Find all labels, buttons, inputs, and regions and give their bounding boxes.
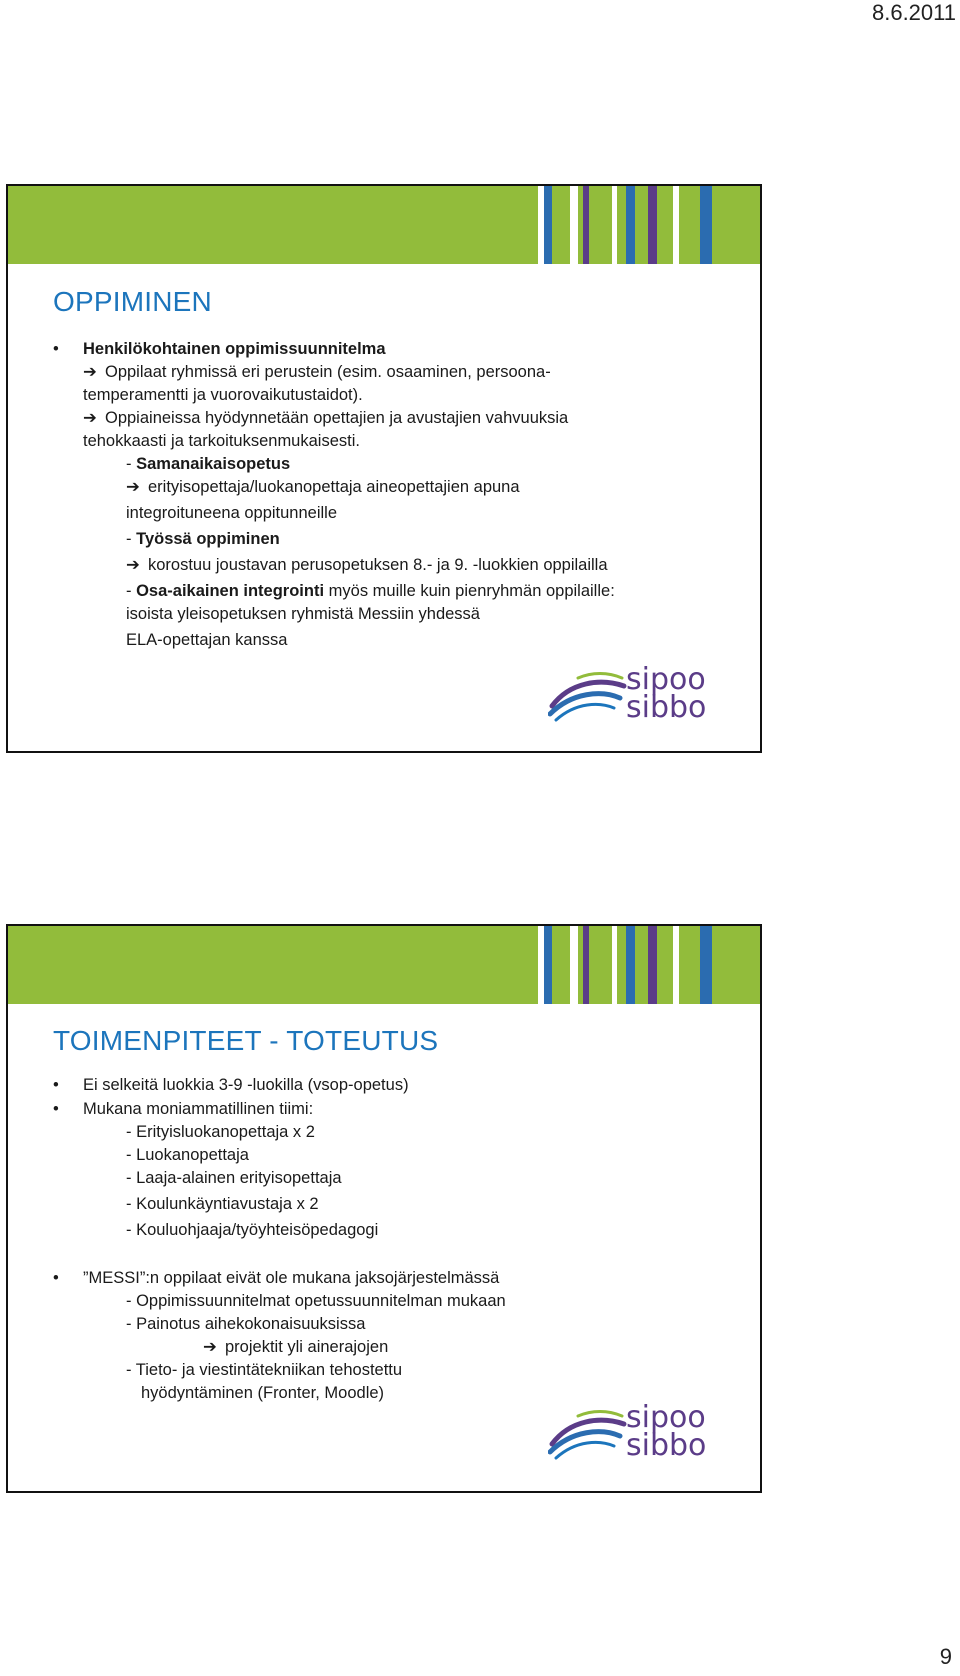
list-item: isoista yleisopetuksen ryhmistä Messiin yhdessä xyxy=(126,605,480,623)
bullet-icon: • xyxy=(53,340,59,358)
bullet-icon: • xyxy=(53,1100,59,1118)
swoosh-icon xyxy=(548,664,628,724)
list-item: - Laaja-alainen erityisopettaja xyxy=(126,1169,342,1187)
slide-oppiminen xyxy=(6,184,762,753)
list-item: - Kouluohjaaja/työyhteisöpedagogi xyxy=(126,1221,379,1239)
list-item: ELA-opettajan kanssa xyxy=(126,631,288,649)
arrow-right-icon: ➔ xyxy=(83,409,97,427)
list-item: temperamentti ja vuorovaikutustaidot). xyxy=(83,386,363,404)
banner-stripe xyxy=(626,926,635,1004)
banner-stripe xyxy=(570,926,578,1004)
list-item: - Samanaikaisopetus xyxy=(126,455,291,473)
list-item: - Työssä oppiminen xyxy=(126,530,280,548)
logo-text: sipoo xyxy=(626,662,706,697)
banner-stripe xyxy=(673,926,679,1004)
banner-stripe xyxy=(583,186,589,264)
list-item: - Painotus aihekokonaisuuksissa xyxy=(126,1315,366,1333)
list-item: - Erityisluokanopettaja x 2 xyxy=(126,1123,315,1141)
arrow-right-icon: ➔ xyxy=(83,363,97,381)
banner-stripe xyxy=(648,926,657,1004)
list-item: ➔ projektit yli ainerajojen xyxy=(53,1336,743,1359)
slide-toimenpiteet xyxy=(6,924,762,1493)
list-item: ➔ korostuu joustavan perusopetuksen 8.- ja 9. -luokkien oppilailla xyxy=(53,554,743,577)
list-item: • Ei selkeitä luokkia 3-9 -luokilla (vsop-opetus) xyxy=(53,1074,743,1097)
sipoo-sibbo-logo xyxy=(548,664,728,724)
list-item: hyödyntäminen (Fronter, Moodle) xyxy=(141,1384,385,1402)
banner-stripe xyxy=(583,926,589,1004)
slide-content xyxy=(53,1074,743,1405)
logo-text: sibbo xyxy=(626,690,707,725)
logo-text: sipoo xyxy=(626,1400,706,1435)
banner-stripe xyxy=(626,186,635,264)
slide-content xyxy=(53,338,743,652)
list-item: integroituneena oppitunneille xyxy=(126,504,338,522)
list-item: - Tieto- ja viestintätekniikan tehostettu xyxy=(126,1361,403,1379)
bullet-icon: • xyxy=(53,1269,59,1287)
logo-text: sibbo xyxy=(626,1428,707,1463)
banner-stripe xyxy=(612,186,617,264)
arrow-right-icon: ➔ xyxy=(126,478,140,496)
arrow-right-icon: ➔ xyxy=(203,1338,217,1356)
banner-stripe xyxy=(700,186,712,264)
banner-stripe xyxy=(570,186,578,264)
banner-stripe xyxy=(673,186,679,264)
list-item: - Oppimissuunnitelmat opetussuunnitelman mukaan xyxy=(126,1292,506,1310)
banner-stripe xyxy=(700,926,712,1004)
sipoo-sibbo-logo xyxy=(548,1402,728,1462)
list-item: - Koulunkäyntiavustaja x 2 xyxy=(126,1195,319,1213)
list-item: • ”MESSI”:n oppilaat eivät ole mukana jaksojärjestelmässä xyxy=(53,1267,743,1290)
page-number: 9 xyxy=(939,1644,952,1669)
banner-stripe xyxy=(612,926,617,1004)
page-date: 8.6.2011 xyxy=(871,0,956,25)
banner-stripe xyxy=(544,926,552,1004)
slide-title: OPPIMINEN xyxy=(53,286,212,317)
list-item: ➔ Oppilaat ryhmissä eri perustein (esim. osaaminen, persoona- xyxy=(53,361,743,384)
slide-banner xyxy=(8,186,760,264)
banner-stripe xyxy=(544,186,552,264)
swoosh-icon xyxy=(548,1402,628,1462)
banner-stripe xyxy=(648,186,657,264)
bullet-icon: • xyxy=(53,1076,59,1094)
list-item: • Mukana moniammatillinen tiimi: xyxy=(53,1098,743,1121)
slide-title: TOIMENPITEET - TOTEUTUS xyxy=(53,1025,439,1056)
list-item: ➔ erityisopettaja/luokanopettaja aineopettajien apuna xyxy=(53,476,743,499)
arrow-right-icon: ➔ xyxy=(126,556,140,574)
list-item: - Osa-aikainen integrointi myös muille kuin pienryhmän oppilaille: xyxy=(126,582,615,600)
slide-banner xyxy=(8,926,760,1004)
list-item: ➔ Oppiaineissa hyödynnetään opettajien ja avustajien vahvuuksia xyxy=(53,407,743,430)
list-item: tehokkaasti ja tarkoituksenmukaisesti. xyxy=(83,432,360,450)
list-item: • Henkilökohtainen oppimissuunnitelma xyxy=(53,338,743,361)
list-item: - Luokanopettaja xyxy=(126,1146,249,1164)
